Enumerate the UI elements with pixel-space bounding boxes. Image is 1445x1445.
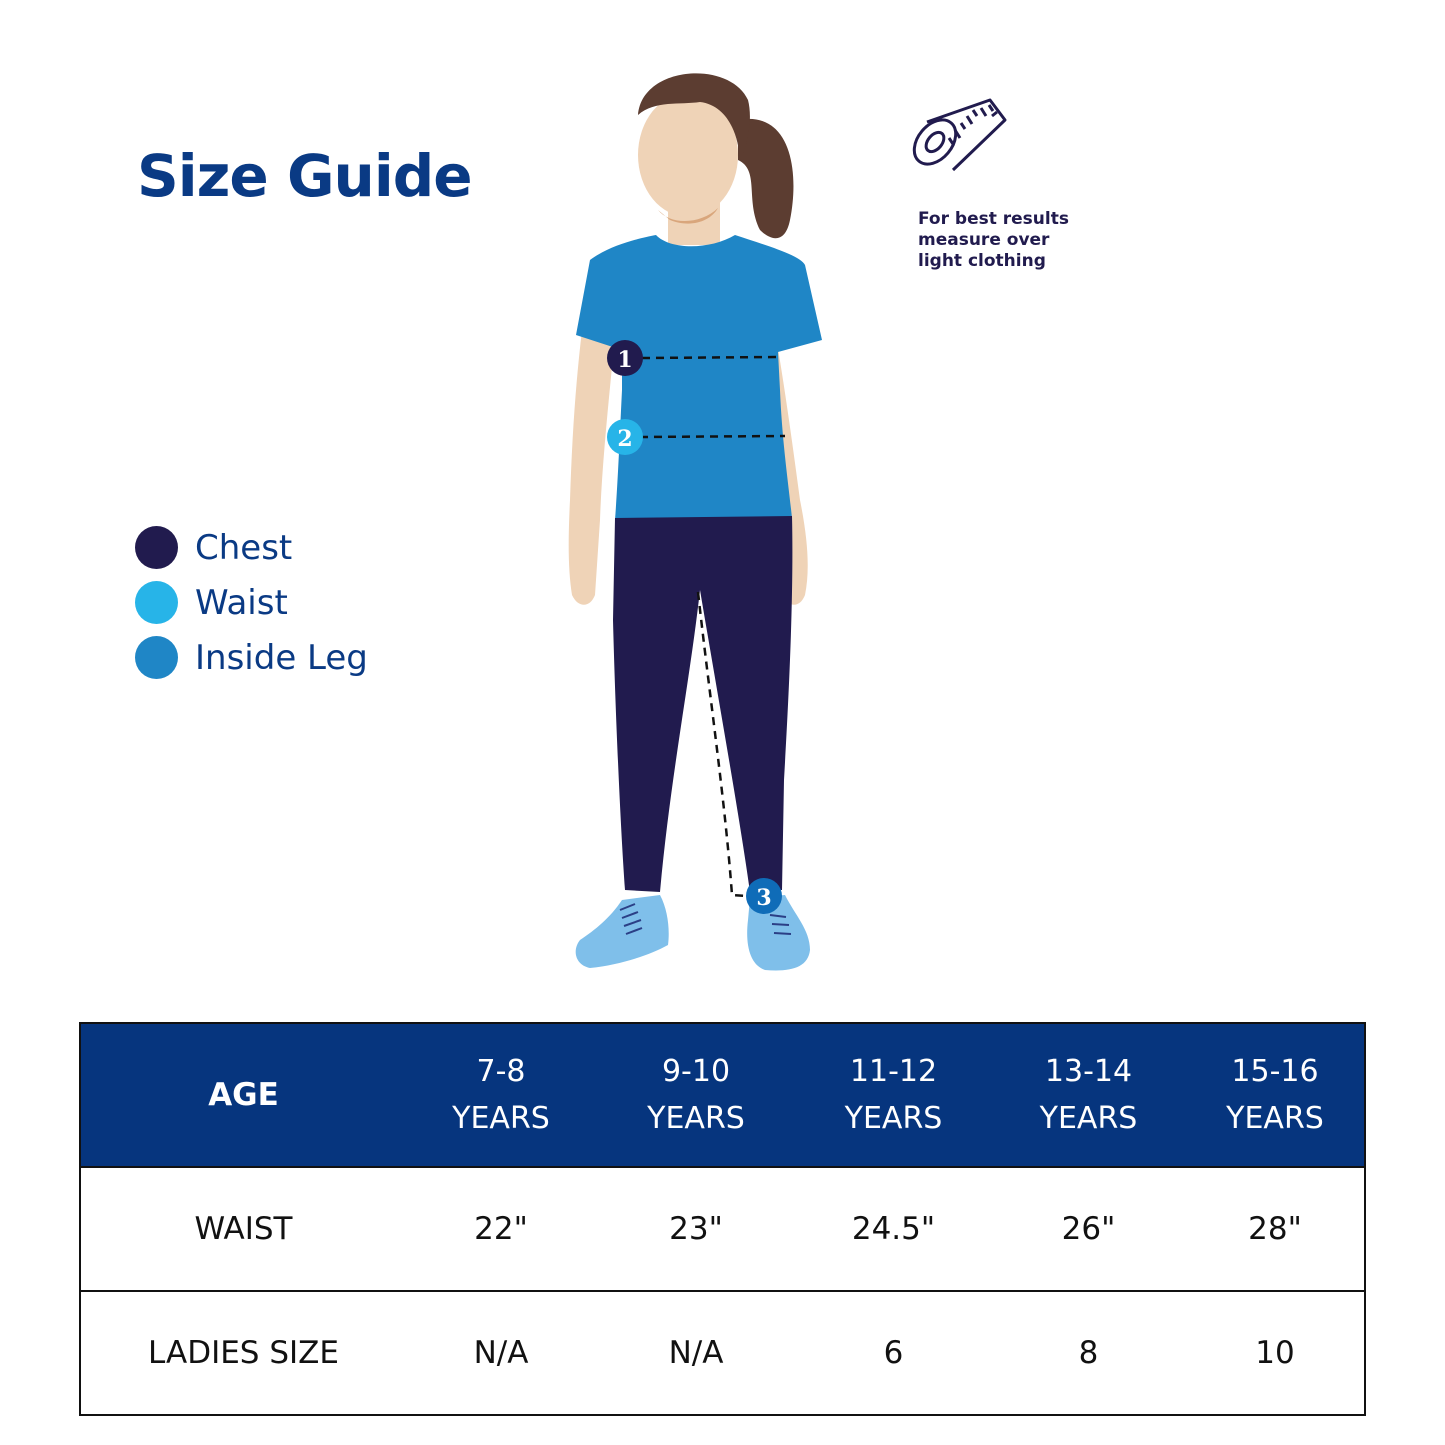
row-label: LADIES SIZE [80, 1291, 406, 1415]
legend-label-chest: Chest [195, 527, 293, 568]
legend-item-chest [135, 520, 368, 575]
size-table [79, 1022, 1366, 1416]
legend-dot-inside-leg [135, 636, 178, 679]
measuring-tape-icon [905, 92, 1015, 187]
header-col-5: 15-16 YEARS [1186, 1023, 1365, 1167]
legend-label-inside-leg: Inside Leg [195, 637, 368, 678]
legend-dot-chest [135, 526, 178, 569]
table-cell: 10 [1186, 1291, 1365, 1415]
child-figure-illustration [560, 60, 850, 990]
table-cell: 8 [991, 1291, 1186, 1415]
table-cell: 24.5" [796, 1167, 991, 1291]
header-col-2: 9-10 YEARS [596, 1023, 796, 1167]
header-col-4: 13-14 YEARS [991, 1023, 1186, 1167]
marker-inside-leg: 3 [756, 885, 772, 911]
header-col-3: 11-12 YEARS [796, 1023, 991, 1167]
legend-dot-waist [135, 581, 178, 624]
legend-item-waist [135, 575, 368, 630]
row-label: WAIST [80, 1167, 406, 1291]
header-col-1: 7-8 YEARS [406, 1023, 596, 1167]
table-cell: 6 [796, 1291, 991, 1415]
legend-label-waist: Waist [195, 582, 288, 623]
header-age: AGE [80, 1023, 406, 1167]
legend [135, 520, 368, 685]
legend-item-inside-leg [135, 630, 368, 685]
table-row-waist [80, 1167, 1365, 1291]
table-row-ladies-size [80, 1291, 1365, 1415]
marker-chest: 1 [617, 347, 633, 373]
marker-waist: 2 [617, 426, 633, 452]
table-cell: N/A [596, 1291, 796, 1415]
table-cell: 26" [991, 1167, 1186, 1291]
table-cell: N/A [406, 1291, 596, 1415]
table-cell: 22" [406, 1167, 596, 1291]
page-title: Size Guide [137, 142, 472, 210]
table-header-row [80, 1023, 1365, 1167]
table-cell: 23" [596, 1167, 796, 1291]
measuring-tip: For best results measure over light clothing [918, 209, 1069, 271]
table-cell: 28" [1186, 1167, 1365, 1291]
